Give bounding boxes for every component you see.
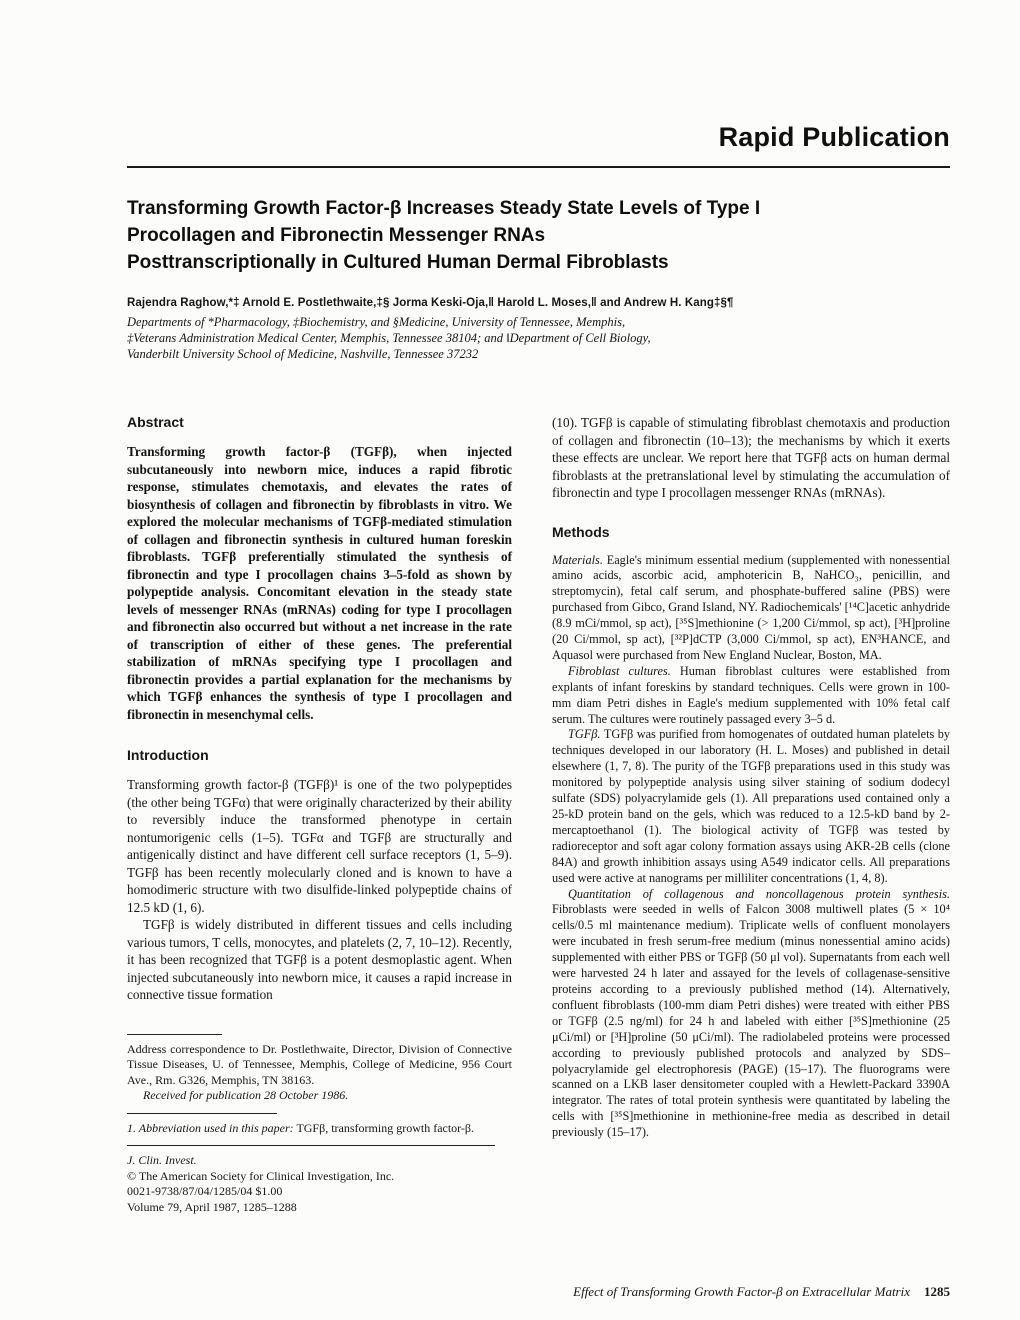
methods-paragraph-fibroblast-cultures bbox=[552, 664, 950, 728]
methods-text-quantitation: Fibroblasts were seeded in wells of Falcon 3008 multiwell plates (5 × 10⁴ cells/0.5 ml maintenance medium). Triplicate wells of confluent monolayers were incubated in fresh serum-free medium (minus nonessential amino acids) supplemented with either PBS or TGFβ (50 μl vol). Supernatants from each well were harvested 24 h later and assayed for the levels of collagenase-sensitive proteins according to a previously published method (14). Alternatively, confluent fibroblasts (100-mm diam Petri dishes) were treated with either PBS or TGFβ (2.5 ng/ml) for 24 h and labeled with either [³⁵S]methionine (25 μCi/ml) or [³H]proline (50 μCi/ml). The radiolabeled proteins were processed according to previously published protocols and analyzed by SDS–polyacrylamide gel electrophoresis (PAGE) (15–17). The fluorograms were scanned on a LKB laser densitometer coupled with a Hewlett-Packard 3390A integrator. The rates of total protein synthesis were quantitated by labeling the cells with [³⁵S]methionine in methionine-free media as described in detail previously (15–17). bbox=[552, 902, 950, 1140]
methods-lead-materials: Materials. bbox=[552, 552, 603, 567]
intro-paragraph-1: Transforming growth factor-β (TGFβ)¹ is one of the two polypeptides (the other being TGFα) that were originally characterized by their ability to reversibly induce the transformed phenotype in certain nontumorigenic cells (1–5). TGFα and TGFβ are structurally and antigenically distinct and have different cell surface receptors (1, 5–9). TGFβ has been recently molecularly cloned and is known to have a homodimeric structure with two disulfide-linked polypeptide chains of 12.5 kD (1, 6). bbox=[127, 777, 512, 915]
page-footer bbox=[127, 1284, 950, 1300]
affiliations bbox=[127, 314, 950, 362]
right-column bbox=[552, 414, 950, 1215]
article-title bbox=[127, 195, 950, 276]
journal-name: J. Clin. Invest. bbox=[127, 1153, 197, 1167]
methods-paragraph-quantitation bbox=[552, 887, 950, 1142]
title-line-3: Posttranscriptionally in Cultured Human Dermal Fibroblasts bbox=[127, 252, 669, 273]
title-line-1: Transforming Growth Factor-β Increases Steady State Levels of Type I bbox=[127, 198, 761, 219]
intro-continuation: (10). TGFβ is capable of stimulating fibroblast chemotaxis and production of collagen and fibronectin (10–13); the mechanisms by which it exerts these effects are unclear. We report here that TGFβ acts on human dermal fibroblasts at the pretranslational level by stimulating the accumulation of fibronectin and type I procollagen messenger RNAs (mRNAs). bbox=[552, 415, 950, 500]
title-line-2: Procollagen and Fibronectin Messenger RNAs bbox=[127, 225, 546, 246]
abbreviation-note-lead: 1. Abbreviation used in this paper: bbox=[127, 1120, 294, 1135]
footnote-block bbox=[127, 1034, 512, 1216]
footnote-rule-1 bbox=[127, 1034, 222, 1035]
issn-line: 0021-9738/87/04/1285/04 $1.00 bbox=[127, 1184, 283, 1198]
footnote-rule-2 bbox=[127, 1113, 277, 1114]
methods-paragraph-tgfb bbox=[552, 727, 950, 886]
footnote-rule-3 bbox=[127, 1145, 495, 1146]
abbreviation-note bbox=[127, 1121, 512, 1137]
methods-text-materials: Eagle's minimum essential medium (supplemented with nonessential amino acids, ascorbic acid, amphotericin B, NaHCO₃, penicillin, and streptomycin), fetal calf serum, and phosphate-buffered saline (PBS) were purchased from Gibco, Grand Island, NY. Radiochemicals' [¹⁴C]acetic anhydride (8.9 mCi/mmol, sp act), [³⁵S]methionine (> 1,200 Ci/mmol, sp act), [³H]proline (20 Ci/mmol, sp act), [³²P]dCTP (3,000 Ci/mmol, sp act), EN³HANCE, and Aquasol were purchased from New England Nuclear, Boston, MA. bbox=[552, 552, 950, 662]
methods-lead-tgfb: TGFβ. bbox=[568, 727, 601, 742]
running-title: Effect of Transforming Growth Factor-β on Extracellular Matrix bbox=[573, 1284, 910, 1299]
methods-lead-quantitation: Quantitation of collagenous and noncollagenous protein synthesis. bbox=[568, 886, 950, 901]
affiliation-line-2: ‡Veterans Administration Medical Center, Memphis, Tennessee 38104; and ‖Department of Cell Biology, bbox=[127, 331, 651, 345]
author-list: Rajendra Raghow,*‡ Arnold E. Postlethwaite,‡§ Jorma Keski-Oja,‖ Harold L. Moses,‖ and Andrew H. Kang‡§¶ bbox=[127, 297, 734, 309]
methods-text-tgfb: TGFβ was purified from homogenates of outdated human platelets by techniques developed in our laboratory (H. L. Moses) and published in detail elsewhere (1, 7, 8). The purity of the TGFβ preparations used in this study was monitored by polypeptide analysis using silver staining of sodium dodecyl sulfate (SDS) polyacrylamide gels (1). All preparations used contained only a 25-kD protein band on the gels, which was reduced to a 12.5-kD band by 2-mercaptoethanol (1). The biological activity of TGFβ was tested by radioreceptor and soft agar colony formation assays using AKR-2B cells (clone 84A) and growth inhibition assays using A549 indicator cells. All preparations used were active at nanograms per milliliter concentrations (1, 4, 8). bbox=[552, 727, 950, 885]
methods-section bbox=[552, 524, 950, 1142]
methods-text-fibroblast-cultures: Human fibroblast cultures were established from explants of infant foreskins by standard techniques. Cells were grown in 100-mm diam Petri dishes in Eagle's medium supplemented with 10% fetal calf serum. The cultures were routinely passaged every 3–5 d. bbox=[552, 663, 950, 726]
methods-lead-fibroblast-cultures: Fibroblast cultures. bbox=[568, 663, 671, 678]
page-number: 1285 bbox=[924, 1284, 950, 1299]
left-column bbox=[127, 414, 512, 1215]
affiliation-line-3: Vanderbilt University School of Medicine, Nashville, Tennessee 37232 bbox=[127, 347, 479, 361]
two-column-body bbox=[127, 414, 950, 1215]
abstract-heading: Abstract bbox=[127, 414, 184, 430]
abbreviation-note-text: TGFβ, transforming growth factor-β. bbox=[293, 1120, 475, 1135]
affiliation-line-1: Departments of *Pharmacology, ‡Biochemistry, and §Medicine, University of Tennessee, Memphis, bbox=[127, 315, 626, 329]
methods-paragraph-materials bbox=[552, 553, 950, 664]
copyright-line: © The American Society for Clinical Investigation, Inc. bbox=[127, 1168, 395, 1183]
rapid-publication-banner: Rapid Publication bbox=[718, 122, 950, 152]
introduction-heading: Introduction bbox=[127, 747, 209, 763]
abstract-text: Transforming growth factor-β (TGFβ), when injected subcutaneously into newborn mice, induces a rapid fibrotic response, stimulates chemotaxis, and elevates the rates of biosynthesis of collagen and fibronectin by fibroblasts in vitro. We explored the molecular mechanisms of TGFβ-mediated stimulation of collagen and fibronectin synthesis in cultured human foreskin fibroblasts. TGFβ preferentially stimulated the synthesis of fibronectin and type I procollagen chains 3–5-fold as shown by polypeptide analysis. Concomitant elevation in the steady state levels of messenger RNAs (mRNAs) coding for type I procollagen and fibronectin also occurred but without a net increase in the rate of transcription of either of these genes. The preferential stabilization of mRNAs specifying type I procollagen and fibronectin provides a partial explanation for the mechanisms by which TGFβ enhances the synthesis of type I procollagen and fibronectin in mesenchymal cells. bbox=[127, 444, 512, 722]
correspondence-note: Address correspondence to Dr. Postlethwaite, Director, Division of Connective Tissue Diseases, U. of Tennessee, Memphis, College of Medicine, 956 Court Ave., Rm. G326, Memphis, TN 38163. bbox=[127, 1041, 512, 1087]
header-rule bbox=[127, 166, 950, 168]
methods-heading: Methods bbox=[552, 523, 610, 540]
intro-paragraph-2: TGFβ is widely distributed in different tissues and cells including various tumors, T cells, monocytes, and platelets (2, 7, 10–12). Recently, it has been recognized that TGFβ is a potent desmoplastic agent. When injected subcutaneously into newborn mice, it causes a rapid increase in connective tissue formation bbox=[127, 917, 512, 1002]
received-note: Received for publication 28 October 1986. bbox=[143, 1088, 349, 1102]
volume-line: Volume 79, April 1987, 1285–1288 bbox=[127, 1199, 297, 1214]
